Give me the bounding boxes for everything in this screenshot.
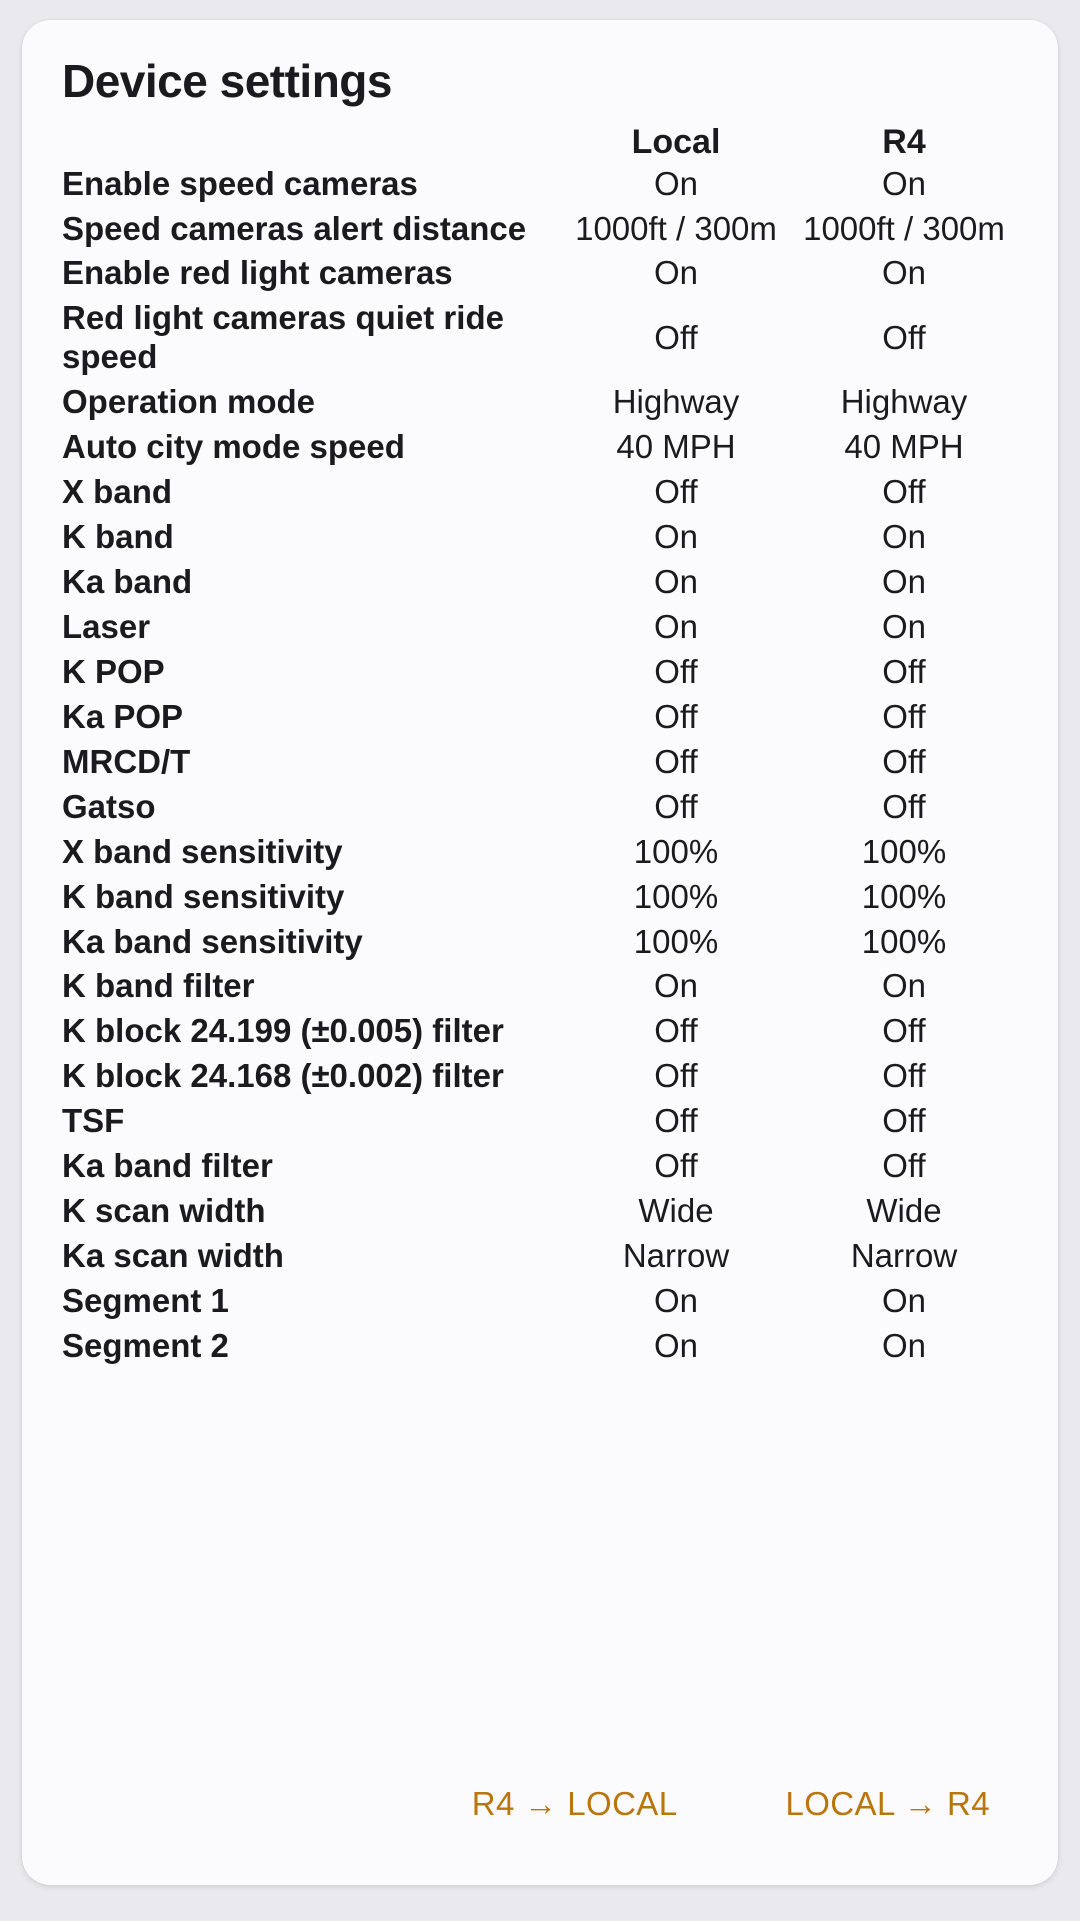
setting-label: Auto city mode speed [62,428,405,466]
table-row[interactable] [62,207,1018,252]
setting-value-r4: On [881,164,927,202]
setting-label: Speed cameras alert distance [62,209,527,247]
setting-value-r4: Off [882,787,926,825]
setting-value-local: On [653,1282,699,1320]
card-content [22,20,1058,1369]
setting-label: Ka band sensitivity [62,922,363,960]
table-row[interactable] [62,470,1018,515]
setting-value-local: 1000ft / 300m [575,209,777,247]
setting-value-local: 100% [633,832,719,870]
setting-label: K scan width [62,1192,266,1230]
setting-value-local: On [653,164,699,202]
table-row[interactable] [62,1189,1018,1234]
setting-value-r4: On [881,967,927,1005]
setting-value-local: Narrow [622,1237,730,1275]
table-row[interactable] [62,740,1018,785]
setting-value-local: Off [654,652,698,690]
table-row[interactable] [62,650,1018,695]
setting-label: K block 24.199 (±0.005) filter [62,1012,504,1050]
setting-value-local: Off [654,1057,698,1095]
setting-label: K block 24.168 (±0.002) filter [62,1057,504,1095]
setting-label: Segment 1 [62,1282,229,1320]
setting-value-r4: Off [882,1102,926,1140]
setting-label: TSF [62,1102,125,1140]
setting-value-r4: Off [882,697,926,735]
column-header-setting [62,123,562,162]
setting-label: Ka scan width [62,1237,284,1275]
column-header-local: Local [631,122,721,161]
column-header-r4: R4 [882,122,926,161]
card-actions [22,1775,1058,1833]
setting-value-local: On [653,1326,699,1364]
setting-label: X band [62,473,173,511]
table-row[interactable] [62,162,1018,207]
copy-r4-to-local-button[interactable]: R4 → LOCAL [446,1775,704,1833]
table-row[interactable] [62,1009,1018,1054]
setting-label: Enable speed cameras [62,164,418,202]
setting-value-r4: On [881,607,927,645]
setting-label: Ka band [62,563,193,601]
setting-value-r4: Off [882,1012,926,1050]
setting-value-local: On [653,607,699,645]
setting-label: K band filter [62,967,255,1005]
setting-value-local: Off [654,473,698,511]
setting-label: K POP [62,652,165,690]
setting-label: Enable red light cameras [62,254,453,292]
setting-value-local: On [653,254,699,292]
setting-label: MRCD/T [62,742,191,780]
setting-value-local: Off [654,697,698,735]
table-row[interactable] [62,560,1018,605]
setting-value-r4: Off [882,742,926,780]
table-row[interactable] [62,964,1018,1009]
table-row[interactable] [62,515,1018,560]
device-settings-card [22,20,1058,1885]
table-row[interactable] [62,830,1018,875]
setting-value-r4: 40 MPH [844,428,964,466]
table-row[interactable] [62,380,1018,425]
setting-label: Laser [62,607,151,645]
table-row[interactable] [62,1279,1018,1324]
setting-value-r4: Off [882,318,926,356]
setting-value-r4: 1000ft / 300m [803,209,1005,247]
setting-value-r4: Highway [840,383,968,421]
setting-value-r4: 100% [861,832,947,870]
table-header [62,123,1018,162]
table-body [62,162,1018,1369]
setting-label: K band [62,518,174,556]
setting-value-r4: Off [882,652,926,690]
table-row[interactable] [62,1234,1018,1279]
setting-value-r4: Off [882,473,926,511]
setting-label: Segment 2 [62,1326,229,1364]
setting-value-r4: Wide [866,1192,942,1230]
table-row[interactable] [62,875,1018,920]
setting-value-r4: On [881,1326,927,1364]
setting-label: K band sensitivity [62,877,345,915]
setting-value-local: Wide [638,1192,714,1230]
table-row[interactable] [62,425,1018,470]
setting-value-r4: 100% [861,922,947,960]
setting-label: Red light cameras quiet ride speed [62,299,504,376]
table-row[interactable] [62,605,1018,650]
setting-value-r4: On [881,518,927,556]
setting-value-r4: 100% [861,877,947,915]
setting-value-local: Off [654,1102,698,1140]
setting-label: X band sensitivity [62,832,343,870]
table-row[interactable] [62,785,1018,830]
table-row[interactable] [62,1144,1018,1189]
table-row[interactable] [62,1324,1018,1369]
table-row[interactable] [62,920,1018,965]
setting-label: Gatso [62,787,156,825]
setting-value-local: Highway [612,383,740,421]
setting-value-r4: Off [882,1057,926,1095]
setting-value-r4: On [881,254,927,292]
setting-label: Ka POP [62,697,184,735]
setting-label: Operation mode [62,383,316,421]
table-row[interactable] [62,251,1018,296]
setting-label: Ka band filter [62,1147,273,1185]
setting-value-r4: Narrow [850,1237,958,1275]
copy-local-to-r4-button[interactable]: LOCAL → R4 [759,1775,1016,1833]
table-row[interactable] [62,695,1018,740]
setting-value-r4: On [881,563,927,601]
setting-value-local: 100% [633,922,719,960]
setting-value-local: On [653,967,699,1005]
setting-value-local: 40 MPH [616,428,736,466]
settings-table [62,123,1018,1369]
page-title: Device settings [62,55,392,107]
setting-value-local: 100% [633,877,719,915]
setting-value-r4: Off [882,1147,926,1185]
setting-value-r4: On [881,1282,927,1320]
table-row[interactable] [62,1099,1018,1144]
setting-value-local: Off [654,787,698,825]
setting-value-local: Off [654,318,698,356]
table-row[interactable] [62,296,1018,380]
table-row[interactable] [62,1054,1018,1099]
setting-value-local: On [653,518,699,556]
setting-value-local: On [653,563,699,601]
setting-value-local: Off [654,1012,698,1050]
table-header-row [62,123,1018,162]
setting-value-local: Off [654,742,698,780]
setting-value-local: Off [654,1147,698,1185]
